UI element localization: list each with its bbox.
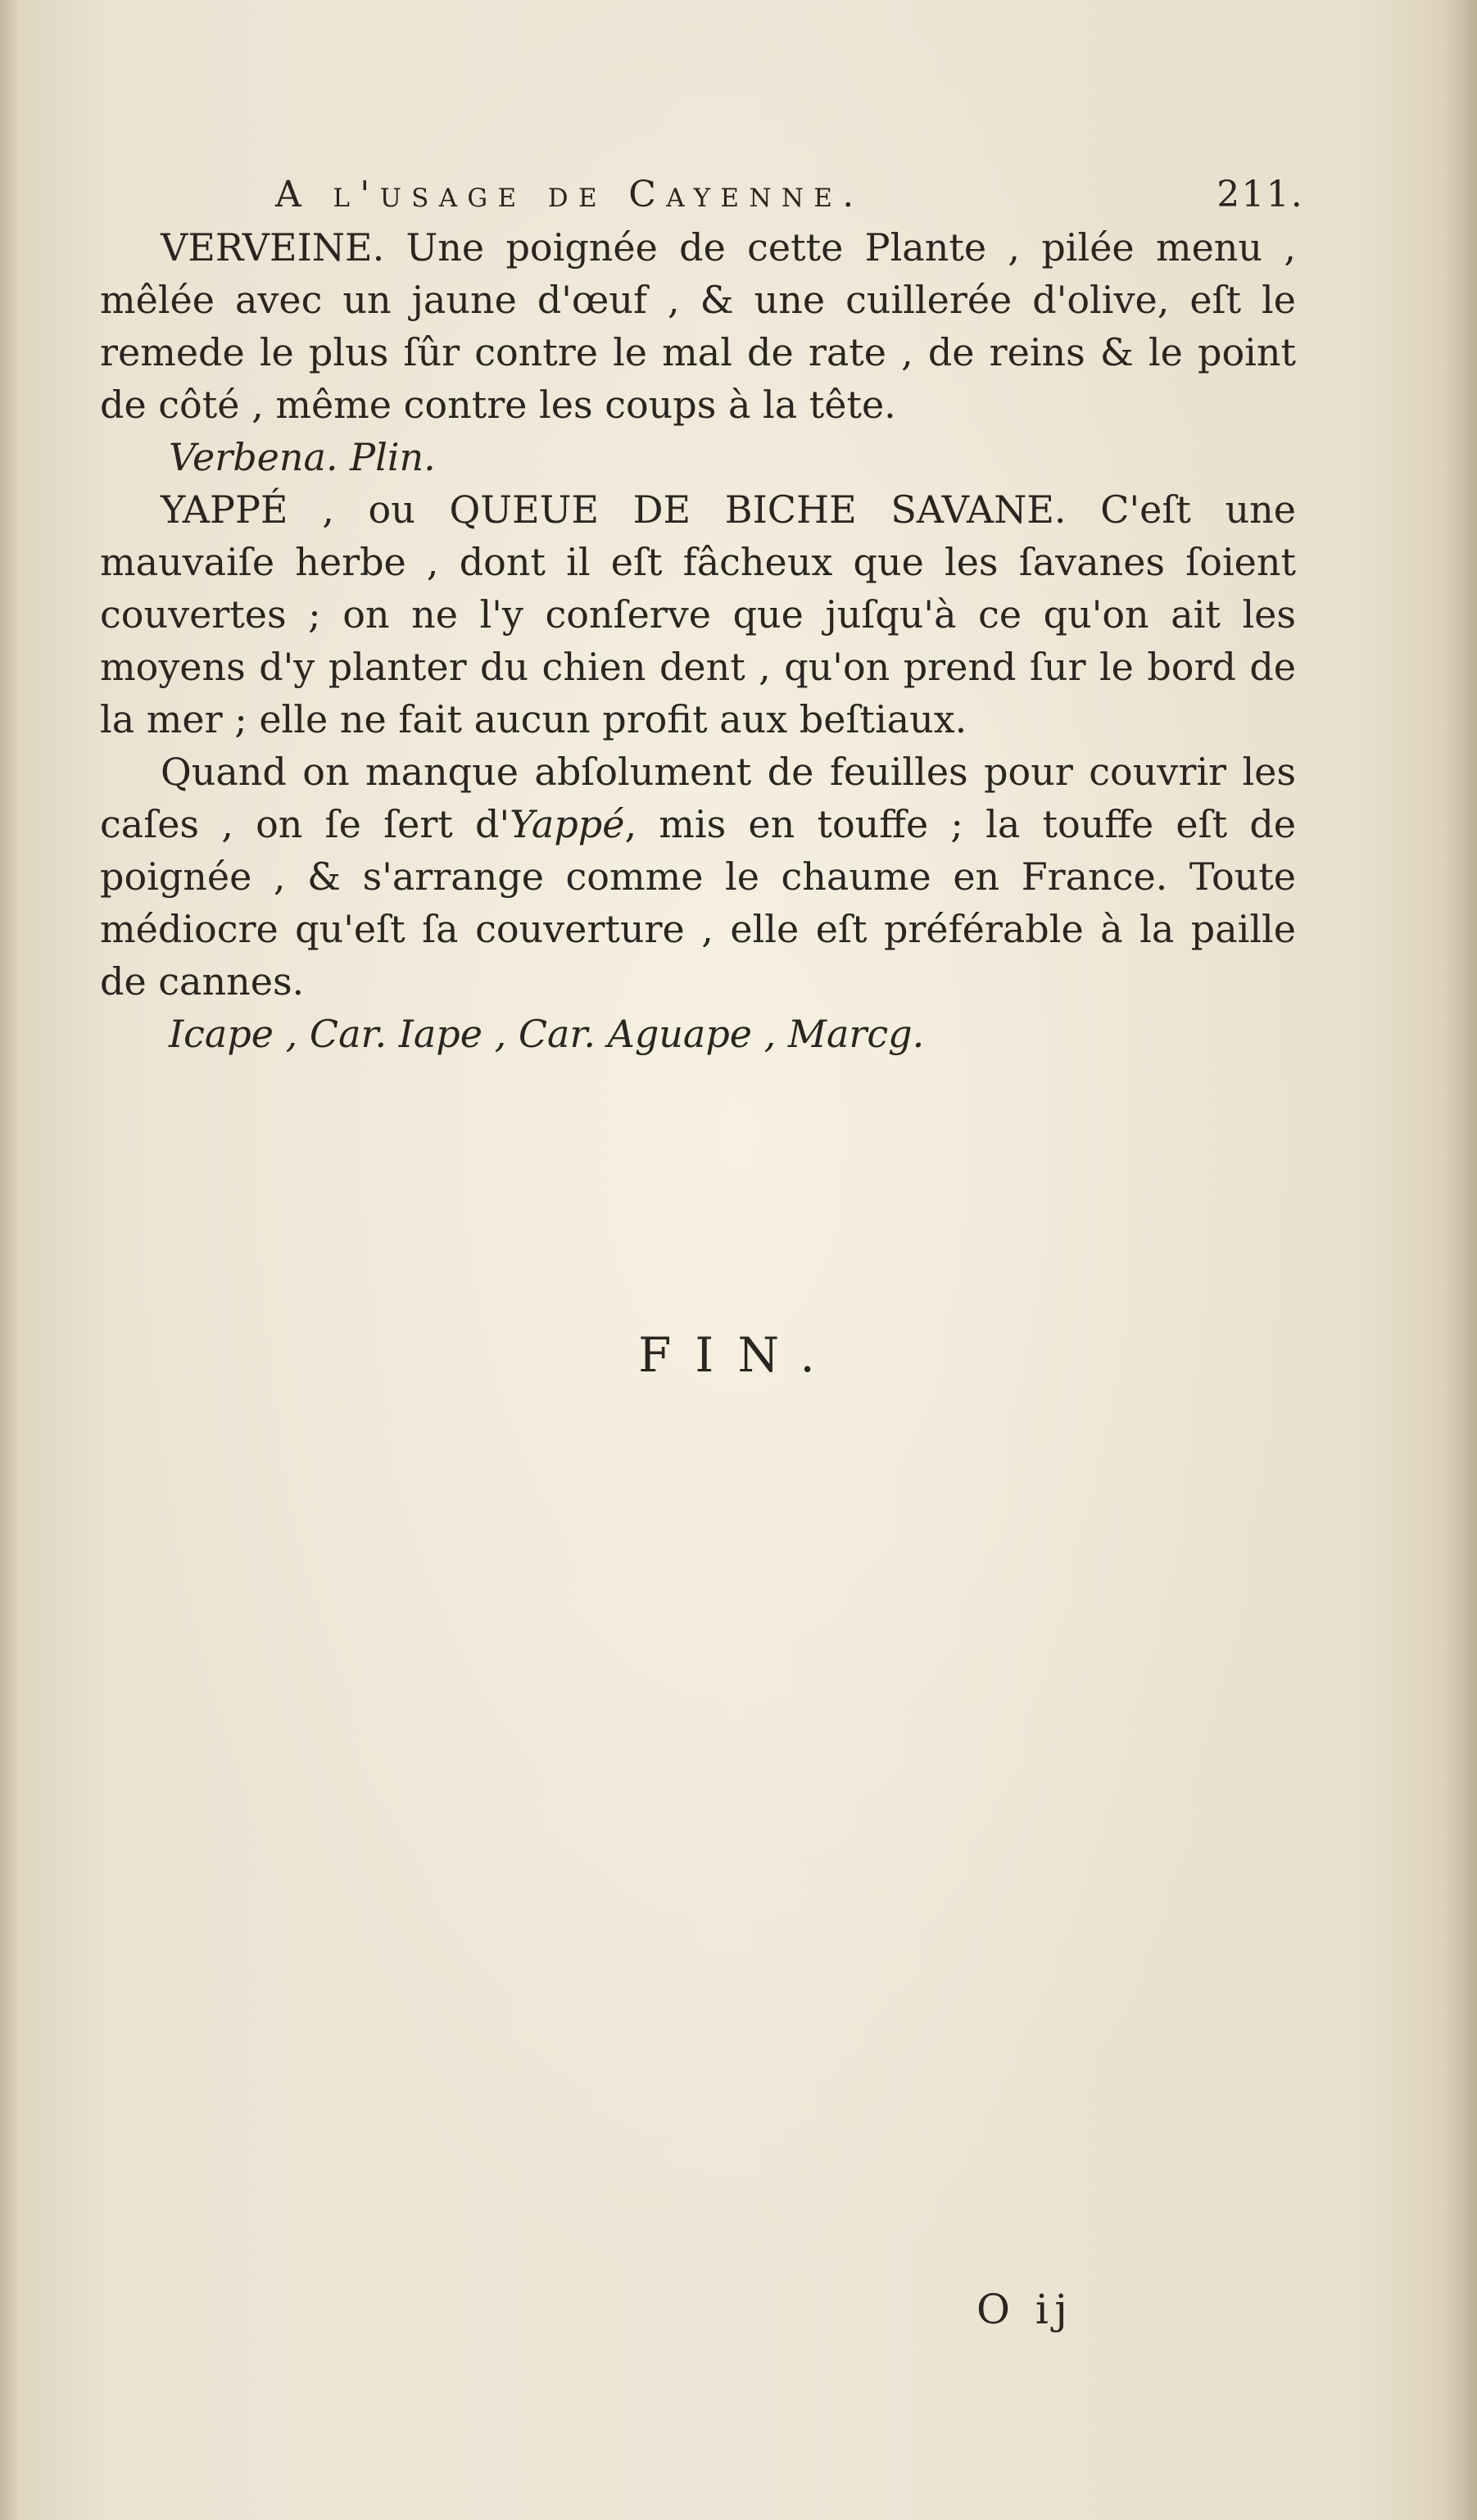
page-number: 211. bbox=[1216, 174, 1304, 215]
running-head bbox=[100, 164, 1304, 221]
entry-yappe-usage bbox=[100, 746, 1296, 1008]
usage-text-italic: Yappé bbox=[510, 802, 625, 846]
running-head-title: A l'usage de Cayenne. bbox=[275, 174, 864, 215]
entry-yappe: YAPPÉ , ou QUEUE DE BICHE SAVANE. C'eſt une mauvaiſe herbe , dont il eſt fâcheux que les ſavanes ſoient couvertes ; on ne l'y conſerve que juſqu'à ce qu'on ait les moyens d'y planter du chien dent , qu'on prend ſur le bord de la mer ; elle ne fait aucun profit aux beſtiaux. bbox=[100, 487, 1296, 741]
latin-names-icape: Icape , Car. Iape , Car. Aguape , Marcg. bbox=[169, 1012, 925, 1056]
usage-text-after: , mis en touffe ; la touffe eſt de poignée , & s'arrange comme le chaume en France. Toute médiocre qu'eſt ſa couverture , elle eſt préférable à la paille de cannes. bbox=[100, 802, 1296, 1004]
signature-mark: O ij bbox=[976, 2286, 1074, 2333]
text-block bbox=[100, 164, 1304, 1060]
latin-name-verbena: Verbena. Plin. bbox=[169, 435, 436, 479]
entry-verveine: VERVEINE. Une poignée de cette Plante , pilée menu , mêlée avec un jaune d'œuf , & une cuillerée d'olive, eſt le remede le plus ſûr contre le mal de rate , de reins & le point de côté , même contre les coups à la tête. bbox=[100, 225, 1296, 427]
usage-text-before: Quand on manque abſolument de feuilles pour couvrir les caſes , on ſe ſert d' bbox=[100, 750, 1296, 846]
page-edge-shadow-left bbox=[0, 0, 20, 2520]
page-edge-shadow-right bbox=[1444, 0, 1477, 2520]
fin-heading: FIN. bbox=[638, 1327, 839, 1383]
